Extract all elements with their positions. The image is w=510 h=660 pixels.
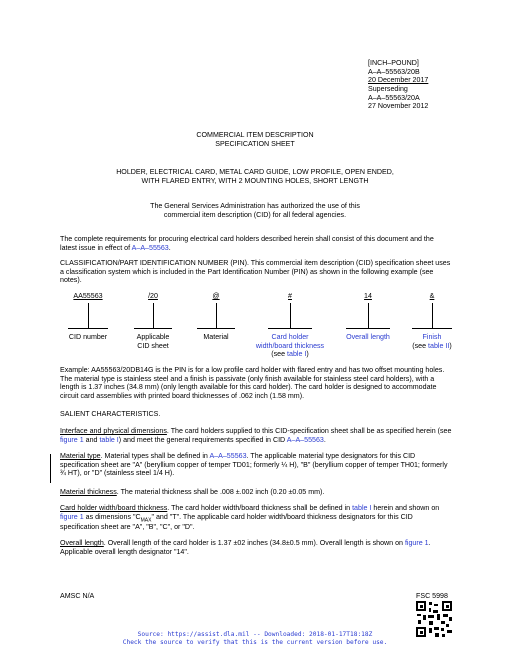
doc-type-line1: COMMERCIAL ITEM DESCRIPTION <box>196 131 314 139</box>
pin-code-text: /20 <box>148 292 158 300</box>
pin-code-material <box>198 292 234 301</box>
thickness-text: . The material thickness shall be .008 ±.002 inch (0.20 ±0.05 mm). <box>116 488 325 496</box>
pin-label-sheet <box>118 333 188 350</box>
interface-label: Interface and physical dimensions <box>60 427 167 435</box>
width-subscript: MAX <box>140 517 152 524</box>
width-label: Card holder width/board thickness <box>60 504 168 512</box>
pin-code-text: & <box>429 292 435 300</box>
length-label: Overall length <box>60 539 104 547</box>
source-footer: Source: https://assist.dla.mil -- Downloaded: 2018-01-17T18:18Z <box>137 631 373 638</box>
pin-code-text: AA55563 <box>73 292 103 300</box>
pin-code-text: @ <box>212 292 220 300</box>
pin-base <box>268 328 312 329</box>
pin-label-text: CID sheet <box>137 341 169 350</box>
table-i-link[interactable]: table I <box>99 435 119 444</box>
table-ii-link[interactable]: table II <box>428 341 450 350</box>
pin-label-link[interactable]: width/board thickness <box>255 341 325 350</box>
auth-line2: commercial item description (CID) for all federal agencies. <box>163 210 347 219</box>
doc-type <box>0 131 510 148</box>
pin-code-sheet <box>135 292 171 301</box>
classification-paragraph: CLASSIFICATION/PART IDENTIFICATION NUMBER (PIN). This commercial item description (CID) specification sheet uses a classification system which is included in the Part Identification Number (PIN) as shown in the following example (see notes). <box>60 259 451 285</box>
pin-base <box>68 328 108 329</box>
width-text: herein and shown on <box>371 504 440 512</box>
pin-label-see <box>245 350 335 359</box>
pin-label-link[interactable]: Card holder <box>271 333 309 341</box>
interface-text: and <box>83 435 100 444</box>
interface-text: ) and meet the general requirements specified in CID <box>118 435 287 444</box>
fsc-label: FSC 5998 <box>416 592 448 600</box>
doc-title <box>0 168 510 185</box>
pin-code-text: # <box>288 292 292 300</box>
pin-label-paren: ) <box>306 350 309 359</box>
table-i-link[interactable]: table I <box>287 350 307 359</box>
pin-code-cid <box>64 292 112 301</box>
material-label: Material type <box>60 452 101 460</box>
intro-link[interactable]: A–A–55563 <box>131 243 169 252</box>
thickness-label: Material thickness <box>60 488 117 496</box>
pin-code-text: 14 <box>364 292 372 300</box>
amsc-label: AMSC N/A <box>60 592 95 600</box>
figure-1-link[interactable]: figure 1 <box>60 512 84 521</box>
material-paragraph <box>60 452 452 478</box>
figure-1-link[interactable]: figure 1 <box>404 539 429 547</box>
doc-header <box>368 59 428 111</box>
pin-stem <box>88 303 89 328</box>
material-text: . Material types shall be defined in <box>100 452 210 460</box>
intro-text-end: . <box>168 243 171 252</box>
change-bar <box>50 454 51 483</box>
figure-1-link[interactable]: figure 1 <box>60 435 84 444</box>
intro-text: The complete requirements for procuring electrical card holders described herein shall consist of this document and the latest issue in effect of <box>60 235 434 252</box>
table-i-link[interactable]: table I <box>352 504 372 512</box>
pin-code-finish <box>414 292 450 301</box>
unit-label: [INCH–POUND] <box>368 59 419 67</box>
doc-type-line2: SPECIFICATION SHEET <box>215 139 295 148</box>
pin-label-text: (see <box>412 341 429 350</box>
pin-label-text: CID number <box>68 333 108 341</box>
interface-paragraph <box>60 427 452 444</box>
superseding-label: Superseding <box>368 84 408 93</box>
pin-base <box>346 328 390 329</box>
thickness-paragraph <box>60 488 452 497</box>
pin-code-length <box>350 292 386 301</box>
superseded-id: A–A–55563/20A <box>368 93 420 102</box>
pin-base <box>412 328 452 329</box>
doc-id: A–A–55563/20B <box>368 67 420 76</box>
length-paragraph <box>60 539 452 556</box>
pin-label-finish <box>402 333 462 350</box>
check-footer: Check the source to verify that this is the current version before use. <box>122 639 388 646</box>
pin-label-see <box>402 342 462 351</box>
pin-diagram <box>0 292 510 362</box>
length-text: . Overall length of the card holder is 1.37 ±02 inches (34.8±0.5 mm). Overall length is shown on <box>103 539 405 547</box>
title-line2: WITH FLARED ENTRY, WITH 2 MOUNTING HOLES, SHORT LENGTH <box>141 176 369 185</box>
pin-label-material <box>186 333 246 342</box>
pin-label-length <box>334 333 402 342</box>
width-text: " and "T". The applicable card holder width/board thickness designators for this CID specification sheet are "A", "B", "C", or "D". <box>60 512 413 532</box>
pin-label-text: Applicable <box>136 333 170 341</box>
auth-line1: The General Services Administration has authorized the use of this <box>150 202 360 210</box>
doc-date: 20 December 2017 <box>368 76 429 85</box>
pin-stem <box>368 303 369 328</box>
pin-label-link[interactable]: Overall length <box>346 333 390 341</box>
superseded-date: 27 November 2012 <box>368 102 429 111</box>
pin-label-paren: ) <box>449 341 452 350</box>
pin-label-link[interactable]: Finish <box>422 333 442 341</box>
interface-text: . The card holders supplied to this CID-specification sheet shall be as specified herein (see <box>166 427 452 435</box>
example-paragraph: Example: AA55563/20DB14G is the PIN is for a low profile card holder with flared entry and has two offset mounting holes. The material type is stainless steel and a finish is passivate (only finish available for stainless steel card holders), with a length is 1.37 inches (34.8 mm) (only length available for this card holder). The card holder is designed to accommodate circuit card assemblies with printed board thicknesses of .062 inch (1.58 mm). <box>60 366 445 400</box>
pin-code-width <box>272 292 308 301</box>
authorization-statement <box>0 202 510 219</box>
cid-link[interactable]: A–A–55563 <box>286 435 324 444</box>
material-text: . The applicable material type designators for this CID specification sheet are "A" (beryllium copper of temper TD01; formerly ¼ H), "B" (beryllium copper of temper TH01; formerly ¾ HT), or "D" (stainless steel 1/4 H). <box>60 452 448 478</box>
pin-stem <box>432 303 433 328</box>
cid-link[interactable]: A–A–55563 <box>209 452 247 460</box>
width-text: . The card holder width/board thickness shall be defined in <box>167 504 353 512</box>
width-text: as dimensions "C <box>83 512 141 521</box>
pin-stem <box>216 303 217 328</box>
salient-heading: SALIENT CHARACTERISTICS. <box>60 410 161 418</box>
interface-text: . <box>323 435 326 444</box>
pin-label-text: (see <box>271 350 288 359</box>
pin-base <box>134 328 172 329</box>
pin-label-text: Material <box>203 333 229 341</box>
title-line1: HOLDER, ELECTRICAL CARD, METAL CARD GUIDE, LOW PROFILE, OPEN ENDED, <box>116 168 394 176</box>
intro-paragraph <box>60 235 452 252</box>
pin-stem <box>153 303 154 328</box>
width-paragraph <box>60 504 452 532</box>
pin-label-width <box>245 333 335 359</box>
length-text: . Applicable overall length designator "14". <box>60 539 431 556</box>
pin-base <box>197 328 235 329</box>
pin-label-cid <box>58 333 118 342</box>
pin-stem <box>290 303 291 328</box>
